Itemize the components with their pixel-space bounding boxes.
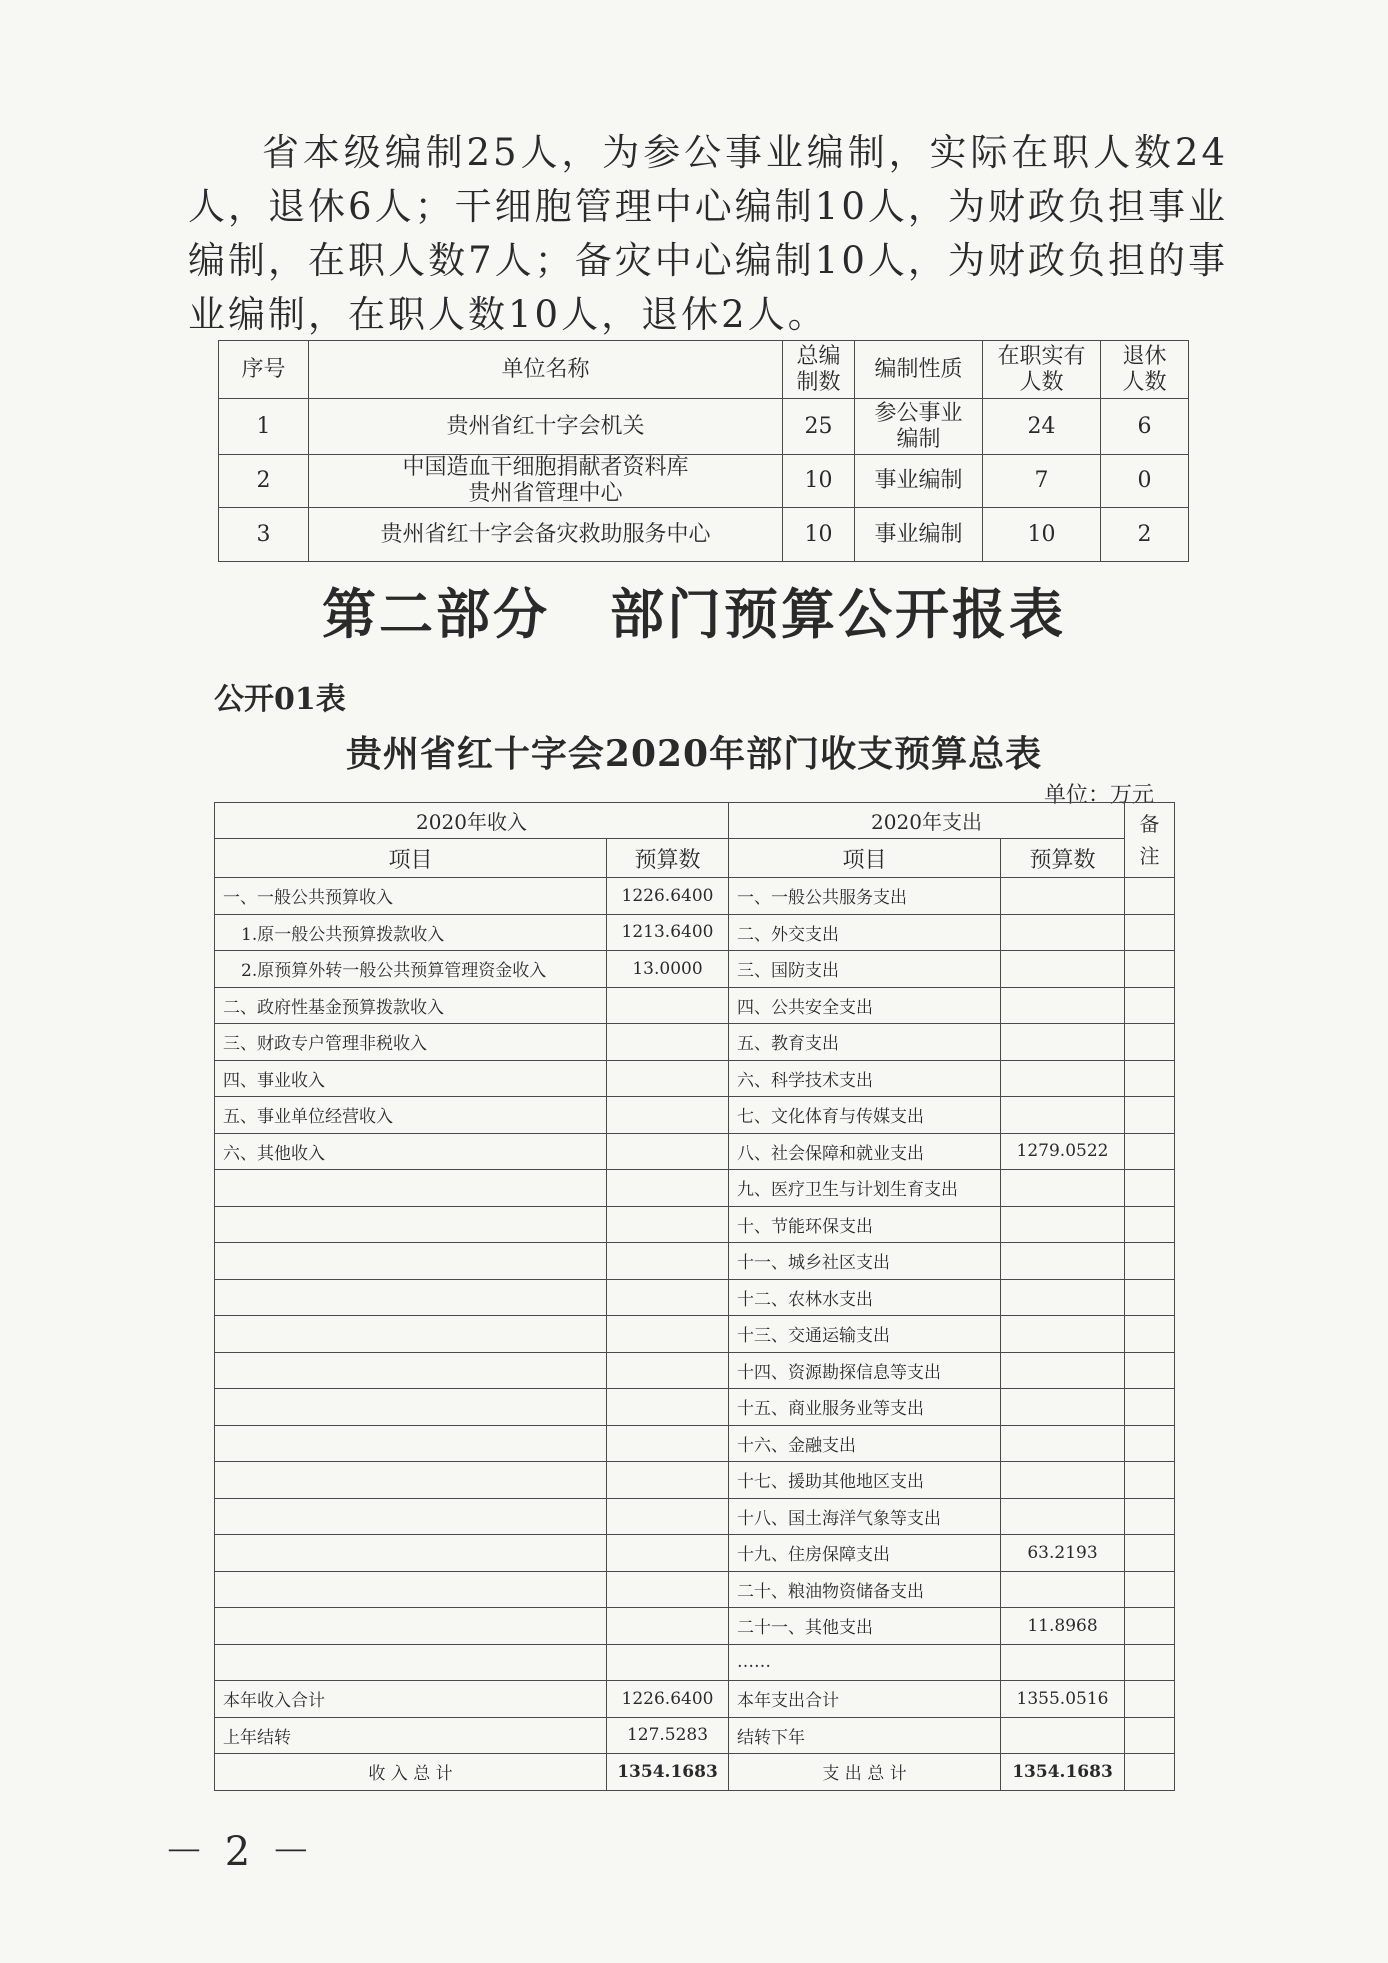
table-row: [219, 508, 1189, 562]
income-amount: [607, 1206, 729, 1243]
header-retired: 退休人数: [1101, 341, 1189, 399]
table-row: [215, 1170, 1175, 1207]
part-heading: 部门预算公开报表: [610, 582, 1066, 646]
income-amount: [607, 1060, 729, 1097]
income-item: 上年结转: [215, 1717, 607, 1754]
remark-cell: [1125, 1170, 1175, 1207]
expense-item-header: 项目: [729, 839, 1001, 878]
expense-amount: [1001, 1170, 1125, 1207]
row-unit-name: [309, 455, 783, 508]
table-row: [219, 455, 1189, 508]
remark-cell: [1125, 1243, 1175, 1280]
expense-item: 十九、住房保障支出: [729, 1535, 1001, 1572]
expense-amount-header: 预算数: [1001, 839, 1125, 878]
table-row: [215, 1024, 1175, 1061]
income-amount: [607, 1462, 729, 1499]
table-row: [215, 1571, 1175, 1608]
part-title: [0, 572, 1388, 649]
table-row: [215, 1097, 1175, 1134]
table-row: [215, 1498, 1175, 1535]
income-amount-header: 预算数: [607, 839, 729, 878]
income-item: [215, 1389, 607, 1426]
expense-item: 十、节能环保支出: [729, 1206, 1001, 1243]
row-active: 7: [983, 455, 1101, 508]
budget-header-row-1: [215, 803, 1175, 839]
income-item: 2.原预算外转一般公共预算管理资金收入: [215, 951, 607, 988]
income-item: 1.原一般公共预算拨款收入: [215, 914, 607, 951]
remark-cell: [1125, 1425, 1175, 1462]
row-total: 25: [783, 399, 855, 455]
remark-header: [1125, 803, 1175, 878]
remark-cell: [1125, 1024, 1175, 1061]
table-row: [215, 951, 1175, 988]
expense-header: 2020年支出: [729, 803, 1125, 839]
remark-cell: [1125, 1097, 1175, 1134]
expense-amount: [1001, 1498, 1125, 1535]
row-no: 1: [219, 399, 309, 455]
header-unit-name: 单位名称: [309, 341, 783, 399]
row-unit-name: 贵州省红十字会备灾救助服务中心: [309, 508, 783, 562]
table-row: [215, 1389, 1175, 1426]
header-no: 序号: [219, 341, 309, 399]
remark-cell: [1125, 1681, 1175, 1718]
expense-amount: [1001, 1644, 1125, 1681]
income-item: [215, 1571, 607, 1608]
income-item: 二、政府性基金预算拨款收入: [215, 987, 607, 1024]
table-title: 贵州省红十字会2020年部门收支预算总表: [345, 733, 1043, 775]
table-row: [215, 987, 1175, 1024]
table-row: [215, 1535, 1175, 1572]
income-amount: [607, 1316, 729, 1353]
income-item: 五、事业单位经营收入: [215, 1097, 607, 1134]
expense-item: 二十、粮油物资储备支出: [729, 1571, 1001, 1608]
row-retired: 6: [1101, 399, 1189, 455]
income-amount: [607, 1389, 729, 1426]
income-amount: 1226.6400: [607, 878, 729, 915]
remark-cell: [1125, 1498, 1175, 1535]
expense-amount: [1001, 1352, 1125, 1389]
table-row: [215, 1425, 1175, 1462]
income-amount: [607, 1133, 729, 1170]
row-nature: 事业编制: [855, 508, 983, 562]
income-amount: [607, 1352, 729, 1389]
row-nature: 参公事业编制: [855, 399, 983, 455]
income-amount: [607, 1024, 729, 1061]
income-item: [215, 1279, 607, 1316]
budget-header-row-2: [215, 839, 1175, 878]
total-row: [215, 1754, 1175, 1791]
remark-cell: [1125, 1754, 1175, 1791]
income-item: 四、事业收入: [215, 1060, 607, 1097]
expense-item: ……: [729, 1644, 1001, 1681]
remark-cell: [1125, 1535, 1175, 1572]
header-active: 在职实有人数: [983, 341, 1101, 399]
budget-table: [214, 802, 1175, 1791]
expense-amount: [1001, 1425, 1125, 1462]
income-amount: 1226.6400: [607, 1681, 729, 1718]
table-row: [215, 1206, 1175, 1243]
remark-cell: [1125, 987, 1175, 1024]
row-unit-name-line2: 贵州省管理中心: [468, 481, 623, 506]
expense-amount: [1001, 1389, 1125, 1426]
expense-item: 六、科学技术支出: [729, 1060, 1001, 1097]
income-total-amount: 1354.1683: [607, 1754, 729, 1791]
remark-cell: [1125, 1316, 1175, 1353]
income-amount: [607, 1425, 729, 1462]
header-nature: 编制性质: [855, 341, 983, 399]
expense-amount: [1001, 1717, 1125, 1754]
expense-amount: [1001, 1206, 1125, 1243]
expense-item: 十三、交通运输支出: [729, 1316, 1001, 1353]
table-row: [215, 1133, 1175, 1170]
row-active: 24: [983, 399, 1101, 455]
staffing-paragraph: 省本级编制25人，为参公事业编制，实际在职人数24人，退休6人；干细胞管理中心编制10人，为财政负担事业编制，在职人数7人；备灾中心编制10人，为财政负担的事业编制，在职人数10人，退休2人。: [188, 131, 1228, 336]
income-amount: [607, 987, 729, 1024]
expense-item: 八、社会保障和就业支出: [729, 1133, 1001, 1170]
income-amount: [607, 1243, 729, 1280]
remark-cell: [1125, 1462, 1175, 1499]
expense-item: 十二、农林水支出: [729, 1279, 1001, 1316]
income-item: [215, 1316, 607, 1353]
income-item: [215, 1206, 607, 1243]
row-total: 10: [783, 508, 855, 562]
income-item: 一、一般公共预算收入: [215, 878, 607, 915]
unit-label: 单位：万元: [1044, 783, 1155, 808]
table-row: [215, 1462, 1175, 1499]
income-amount: [607, 1535, 729, 1572]
expense-amount: [1001, 1279, 1125, 1316]
remark-cell: [1125, 878, 1175, 915]
expense-amount: [1001, 1243, 1125, 1280]
remark-cell: [1125, 1279, 1175, 1316]
row-active: 10: [983, 508, 1101, 562]
remark-cell: [1125, 1352, 1175, 1389]
expense-item: 五、教育支出: [729, 1024, 1001, 1061]
remark-cell: [1125, 1389, 1175, 1426]
income-amount: [607, 1170, 729, 1207]
income-item: [215, 1644, 607, 1681]
expense-item: 七、文化体育与传媒支出: [729, 1097, 1001, 1134]
income-item: [215, 1170, 607, 1207]
expense-amount: [1001, 1316, 1125, 1353]
row-total: 10: [783, 455, 855, 508]
table-row: [219, 399, 1189, 455]
expense-total-amount: 1354.1683: [1001, 1754, 1125, 1791]
expense-total-label: 支 出 总 计: [729, 1754, 1001, 1791]
income-item-header: 项目: [215, 839, 607, 878]
staffing-table: [218, 340, 1189, 562]
income-item: 六、其他收入: [215, 1133, 607, 1170]
row-no: 2: [219, 455, 309, 508]
income-amount: [607, 1498, 729, 1535]
income-total-label: 收 入 总 计: [215, 1754, 607, 1791]
row-unit-name: 贵州省红十字会机关: [309, 399, 783, 455]
table-row: [215, 1352, 1175, 1389]
income-amount: [607, 1608, 729, 1645]
expense-item: 十一、城乡社区支出: [729, 1243, 1001, 1280]
table-row: [215, 1717, 1175, 1754]
table-row: [215, 1681, 1175, 1718]
expense-item: 九、医疗卫生与计划生育支出: [729, 1170, 1001, 1207]
expense-item: 结转下年: [729, 1717, 1001, 1754]
expense-amount: [1001, 878, 1125, 915]
staffing-header-row: [219, 341, 1189, 399]
expense-item: 本年支出合计: [729, 1681, 1001, 1718]
expense-item: 二、外交支出: [729, 914, 1001, 951]
income-item: 本年收入合计: [215, 1681, 607, 1718]
remark-cell: [1125, 1608, 1175, 1645]
expense-item: 三、国防支出: [729, 951, 1001, 988]
expense-item: 四、公共安全支出: [729, 987, 1001, 1024]
table-row: [215, 914, 1175, 951]
part-label: 第二部分: [322, 582, 550, 646]
remark-cell: [1125, 951, 1175, 988]
income-item: 三、财政专户管理非税收入: [215, 1024, 607, 1061]
income-amount: 127.5283: [607, 1717, 729, 1754]
page-number: － 2 －: [164, 1829, 315, 1875]
income-item: [215, 1352, 607, 1389]
table-row: [215, 878, 1175, 915]
table-row: [215, 1608, 1175, 1645]
income-amount: 13.0000: [607, 951, 729, 988]
income-amount: [607, 1097, 729, 1134]
expense-amount: 11.8968: [1001, 1608, 1125, 1645]
expense-amount: 63.2193: [1001, 1535, 1125, 1572]
table-row: [215, 1316, 1175, 1353]
income-amount: 1213.6400: [607, 914, 729, 951]
income-amount: [607, 1279, 729, 1316]
remark-cell: [1125, 1717, 1175, 1754]
row-no: 3: [219, 508, 309, 562]
table-row: [215, 1243, 1175, 1280]
expense-item: 十七、援助其他地区支出: [729, 1462, 1001, 1499]
income-item: [215, 1243, 607, 1280]
expense-item: 十四、资源勘探信息等支出: [729, 1352, 1001, 1389]
income-item: [215, 1608, 607, 1645]
remark-header-text: 备注: [1139, 812, 1160, 868]
expense-amount: [1001, 1097, 1125, 1134]
row-unit-name-line1: 中国造血干细胞捐献者资料库: [402, 455, 689, 480]
expense-amount: [1001, 914, 1125, 951]
table-number: 公开01表: [214, 682, 346, 717]
remark-cell: [1125, 1644, 1175, 1681]
row-nature: 事业编制: [855, 455, 983, 508]
income-item: [215, 1498, 607, 1535]
row-retired: 0: [1101, 455, 1189, 508]
row-retired: 2: [1101, 508, 1189, 562]
expense-amount: [1001, 1060, 1125, 1097]
income-header: 2020年收入: [215, 803, 729, 839]
remark-cell: [1125, 1206, 1175, 1243]
income-item: [215, 1462, 607, 1499]
income-item: [215, 1535, 607, 1572]
remark-cell: [1125, 1571, 1175, 1608]
expense-amount: [1001, 1571, 1125, 1608]
header-total: 总编制数: [783, 341, 855, 399]
income-item: [215, 1425, 607, 1462]
expense-item: 二十一、其他支出: [729, 1608, 1001, 1645]
expense-amount: 1355.0516: [1001, 1681, 1125, 1718]
expense-amount: 1279.0522: [1001, 1133, 1125, 1170]
table-row: [215, 1644, 1175, 1681]
remark-cell: [1125, 914, 1175, 951]
expense-item: 十八、国土海洋气象等支出: [729, 1498, 1001, 1535]
table-row: [215, 1060, 1175, 1097]
income-amount: [607, 1644, 729, 1681]
expense-item: 一、一般公共服务支出: [729, 878, 1001, 915]
expense-item: 十六、金融支出: [729, 1425, 1001, 1462]
expense-amount: [1001, 1024, 1125, 1061]
income-amount: [607, 1571, 729, 1608]
expense-item: 十五、商业服务业等支出: [729, 1389, 1001, 1426]
expense-amount: [1001, 1462, 1125, 1499]
table-row: [215, 1279, 1175, 1316]
expense-amount: [1001, 987, 1125, 1024]
expense-amount: [1001, 951, 1125, 988]
remark-cell: [1125, 1133, 1175, 1170]
remark-cell: [1125, 1060, 1175, 1097]
